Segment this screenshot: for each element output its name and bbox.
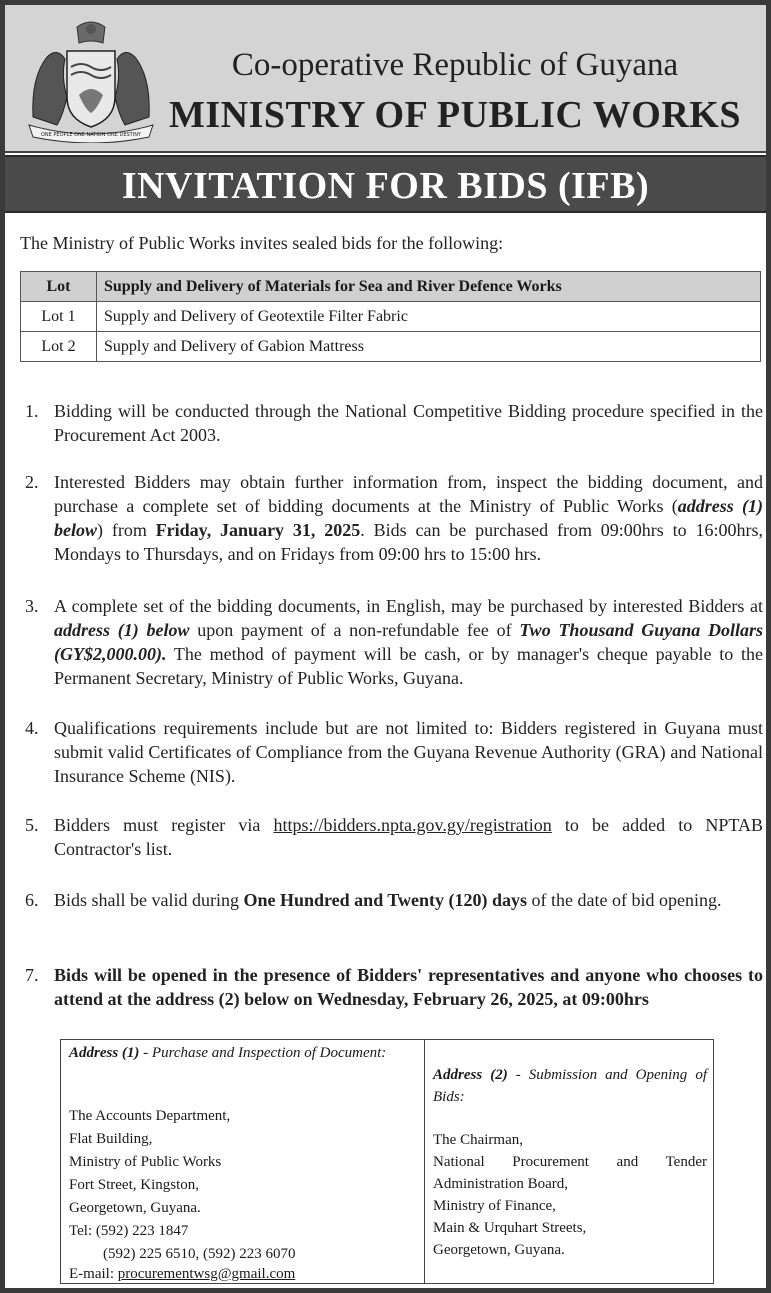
list-item: [25, 399, 763, 447]
list-item: [25, 888, 763, 912]
address-2-heading: Address (2) - Submission and Opening of Bids:: [433, 1067, 707, 1105]
purchase-start-date: Friday, January 31, 2025: [155, 520, 361, 540]
table-row: [21, 332, 761, 362]
address-2-line: Main & Urquhart Streets,: [433, 1220, 587, 1236]
address-reference: address (1) below: [54, 620, 190, 640]
list-item: [25, 716, 763, 788]
address-1-line: Georgetown, Guyana.: [69, 1200, 201, 1216]
address-table: [60, 1039, 714, 1284]
item-number: 5.: [25, 815, 39, 835]
address-1-cell: [61, 1040, 425, 1283]
address-1-line: Flat Building,: [69, 1131, 153, 1147]
item-number: 3.: [25, 596, 39, 616]
coat-of-arms-icon: [27, 17, 155, 143]
item-text: Qualifications requirements include but are not limited to: Bidders registered in Guyana must submit valid Certificates of Compliance from the Guyana Revenue Authority (GRA) and National Insurance Scheme (NIS).: [54, 718, 763, 786]
address-2-line: Administration Board,: [433, 1176, 568, 1192]
ministry-name: MINISTRY OF PUBLIC WORKS: [169, 94, 741, 136]
address-2-line: The Chairman,: [433, 1132, 523, 1148]
email-link[interactable]: procurementwsg@gmail.com: [117, 1266, 296, 1282]
email-line: E-mail: procurementwsg@gmail.com: [69, 1266, 296, 1282]
item-text: Interested Bidders may obtain further information from, inspect the bidding document, and purchase a complete set of bidding documents at the Ministry of Public Works (address (1) below) from Friday, January 31, 2025. Bids can be purchased from 09:00hrs to 16:00hrs, Mondays to Thursdays, and on Fridays from 09:00 hrs to 15:00 hrs.: [54, 472, 764, 564]
list-item: [25, 963, 763, 1011]
item-number: 4.: [25, 718, 39, 738]
item-text: Bids shall be valid during One Hundred and Twenty (120) days of the date of bid opening.: [54, 890, 722, 910]
lots-table: [20, 271, 761, 362]
bid-fee: Two Thousand Guyana Dollars (GY$2,000.00).: [54, 620, 763, 664]
item-text: Bids will be opened in the presence of Bidders' representatives and anyone who chooses to attend at the address (2) below on Wednesday, February 26, 2025, at 09:00hrs: [54, 965, 763, 1009]
item-number: 1.: [25, 401, 39, 421]
crest-ribbon-text: ONE PEOPLE ONE NATION ONE DESTINY: [40, 132, 142, 138]
list-item: [25, 813, 763, 861]
item-number: 6.: [25, 890, 39, 910]
lot-description: Supply and Delivery of Gabion Mattress: [97, 332, 761, 362]
address-2-line: Georgetown, Guyana.: [433, 1242, 565, 1258]
address-1-line: Ministry of Public Works: [69, 1154, 222, 1170]
address-1-line: The Accounts Department,: [69, 1108, 231, 1124]
address-2-line: National Procurement and Tender: [433, 1154, 707, 1170]
header-banner: [5, 5, 766, 153]
address-1-heading: Address (1) - Purchase and Inspection of Document:: [69, 1045, 387, 1061]
address-2-cell: [427, 1040, 713, 1283]
title-band: [5, 155, 766, 213]
item-text: Bidders must register via https://bidders.npta.gov.gy/registration to be added to NPTAB Contractor's list.: [54, 815, 763, 859]
column-header-lot: Lot: [21, 272, 97, 302]
telephone-2: (592) 225 6510, (592) 223 6070: [103, 1246, 296, 1262]
address-1-line: Fort Street, Kingston,: [69, 1177, 199, 1193]
item-number: 7.: [25, 965, 39, 985]
registration-link[interactable]: https://bidders.npta.gov.gy/registration: [273, 815, 552, 835]
table-header-row: [21, 272, 761, 302]
lot-number: Lot 2: [21, 332, 97, 362]
item-text: A complete set of the bidding documents, in English, may be purchased by interested Bidders at address (1) below upon payment of a non-refundable fee of Two Thousand Guyana Dollars (GY$2,000.00). The method of payment will be cash, or by manager's cheque payable to the Permanent Secretary, Ministry of Public Works, Guyana.: [54, 596, 763, 688]
country-name: Co-operative Republic of Guyana: [231, 47, 679, 83]
list-item: [25, 594, 763, 690]
column-header-description: Supply and Delivery of Materials for Sea and River Defence Works: [97, 272, 761, 302]
table-row: [21, 302, 761, 332]
telephone-1: Tel: (592) 223 1847: [69, 1223, 189, 1239]
address-reference: address (1) below: [54, 496, 763, 540]
intro-text: The Ministry of Public Works invites sealed bids for the following:: [20, 233, 504, 253]
lot-number: Lot 1: [21, 302, 97, 332]
lot-description: Supply and Delivery of Geotextile Filter Fabric: [97, 302, 761, 332]
bid-validity-period: One Hundred and Twenty (120) days: [243, 890, 528, 910]
item-text: Bidding will be conducted through the National Competitive Bidding procedure specified in the Procurement Act 2003.: [54, 401, 763, 445]
list-item: [25, 470, 763, 566]
item-number: 2.: [25, 472, 39, 492]
address-2-line: Ministry of Finance,: [433, 1198, 556, 1214]
page-title: INVITATION FOR BIDS (IFB): [121, 165, 650, 207]
